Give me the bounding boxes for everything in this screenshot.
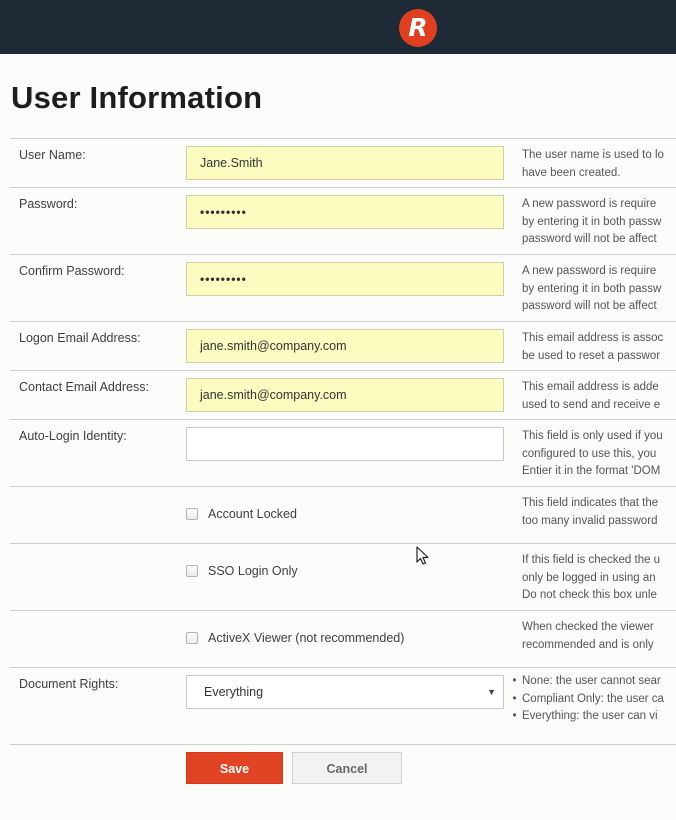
activex-help: When checked the viewer recommended and is only: [522, 621, 654, 651]
activex-option[interactable]: [186, 631, 404, 645]
row-account-locked: [10, 486, 676, 543]
row-auto-login: [10, 419, 676, 486]
account-locked-option[interactable]: [186, 507, 297, 521]
mouse-cursor-icon: [416, 546, 430, 566]
document-rights-value: Everything: [204, 685, 264, 699]
confirm-password-help: A new password is require by entering it in both passw password will not be affect: [522, 265, 662, 312]
activex-label: ActiveX Viewer (not recommended): [208, 631, 405, 645]
page-title: User Information: [11, 80, 263, 115]
username-help: The user name is used to lo have been created.: [522, 149, 664, 179]
dropdown-arrow-icon: ▼: [487, 687, 496, 697]
document-rights-label: Document Rights:: [19, 677, 119, 691]
username-label: User Name:: [19, 148, 86, 162]
account-locked-help: This field indicates that the too many invalid password: [522, 497, 659, 527]
contact-email-input[interactable]: jane.smith@company.com: [186, 378, 504, 412]
save-button[interactable]: Save: [186, 752, 283, 784]
logon-email-help: This email address is assoc be used to reset a passwor: [522, 332, 664, 362]
row-confirm-password: [10, 254, 676, 321]
auto-login-help: This field is only used if you configured to use this, you Entier it in the format 'DOM: [522, 430, 663, 477]
password-input[interactable]: •••••••••: [186, 195, 504, 229]
sso-only-option[interactable]: [186, 564, 298, 578]
account-locked-label: Account Locked: [208, 507, 297, 521]
sso-only-checkbox[interactable]: [186, 565, 198, 577]
sso-only-label: SSO Login Only: [208, 564, 298, 578]
row-contact-email: [10, 370, 676, 419]
row-password: [10, 187, 676, 254]
activex-checkbox[interactable]: [186, 632, 198, 644]
logon-email-input[interactable]: jane.smith@company.com: [186, 329, 504, 363]
logon-email-label: Logon Email Address:: [19, 331, 141, 345]
confirm-password-label: Confirm Password:: [19, 264, 125, 278]
user-form: [10, 138, 676, 745]
top-bar: [0, 0, 676, 54]
row-activex: [10, 610, 676, 667]
row-logon-email: [10, 321, 676, 370]
document-rights-help: • None: the user cannot sear • Compliant Only: the user ca • Everything: the user can vi: [507, 673, 676, 726]
confirm-password-input[interactable]: •••••••••: [186, 262, 504, 296]
document-rights-select[interactable]: [186, 675, 504, 709]
sso-only-help: If this field is checked the u only be logged in using an Do not check this box unle: [522, 554, 661, 601]
auto-login-input[interactable]: [186, 427, 504, 461]
row-document-rights: [10, 667, 676, 745]
contact-email-label: Contact Email Address:: [19, 380, 149, 394]
row-username: [10, 138, 676, 187]
row-sso-only: [10, 543, 676, 610]
cancel-button[interactable]: Cancel: [292, 752, 402, 784]
logo-icon[interactable]: [399, 9, 437, 47]
contact-email-help: This email address is adde used to send and receive e: [522, 381, 661, 411]
auto-login-label: Auto-Login Identity:: [19, 429, 127, 443]
password-help: A new password is require by entering it in both passw password will not be affect: [522, 198, 662, 245]
username-input[interactable]: Jane.Smith: [186, 146, 504, 180]
password-label: Password:: [19, 197, 78, 211]
account-locked-checkbox[interactable]: [186, 508, 198, 520]
logo-letter: R: [408, 13, 428, 42]
